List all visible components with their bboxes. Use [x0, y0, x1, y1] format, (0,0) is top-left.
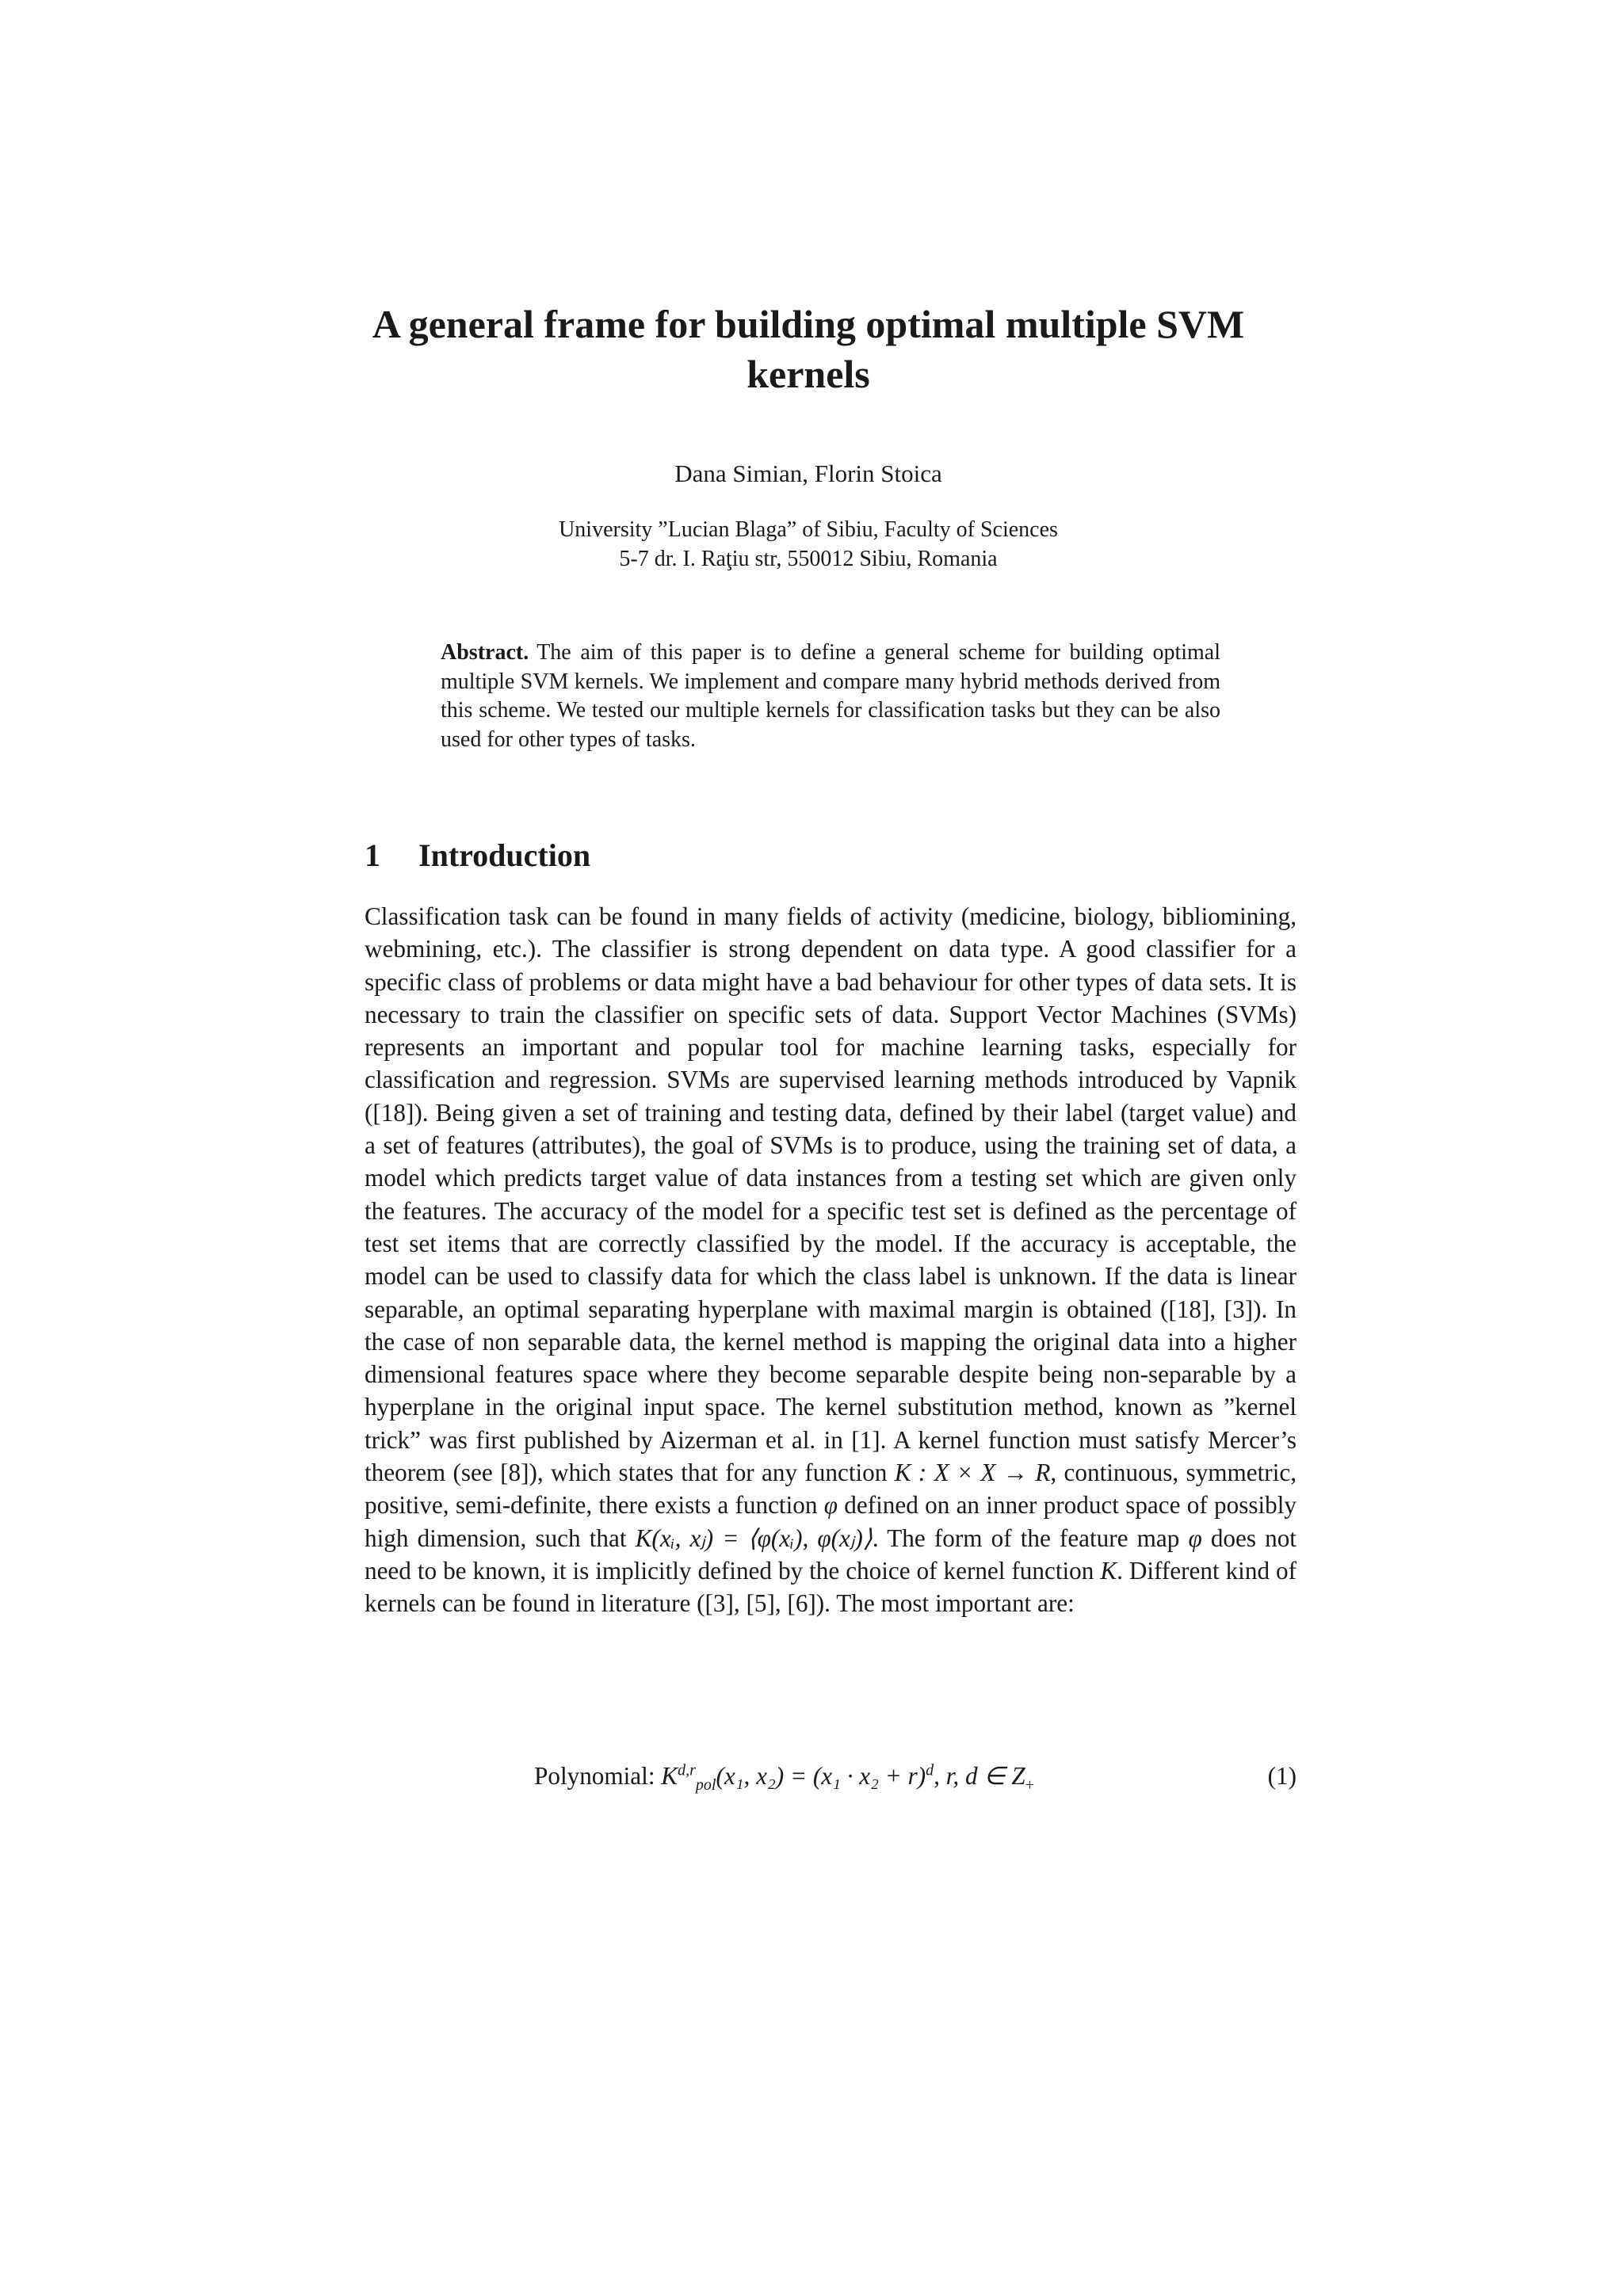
paper-title: A general frame for building optimal multiple SVM kernels	[372, 302, 1245, 396]
math-phi-2: φ	[1188, 1524, 1202, 1552]
equation-condition-sub: +	[1025, 1776, 1034, 1794]
equation-condition: , r, d ∈ Z	[934, 1762, 1025, 1790]
section-heading-introduction	[365, 837, 590, 875]
section-title: Introduction	[418, 837, 591, 873]
math-kernel-definition: K(xᵢ, xⱼ) = ⟨φ(xᵢ), φ(xⱼ)⟩	[635, 1524, 873, 1552]
math-phi: φ	[823, 1491, 838, 1520]
intro-text-1: Classification task can be found in many fields of activity (medicine, biology, bibliomining, webmining, etc.). The classifier is strong dependent on data type. A good classifier for a specific class of problems or data might have a bad behaviour for other types of data sets. It is necessary to train the classifier on specific sets of data. Support Vector Machines (SVMs) represents an important and popular tool for machine learning tasks, especially for classification and regression. SVMs are supervised learning methods introduced by Vapnik ([18]). Being given a set of training and testing data, defined by their label (target value) and a set of features (attributes), the goal of SVMs is to produce, using the training set of data, a model which predicts target value of data instances from a testing set which are given only the features. The accuracy of the model for a specific test set is defined as the percentage of test set items that are correctly classified by the model. If the accuracy is acceptable, the model can be used to classify data for which the class label is unknown. If the data is linear separable, an optimal separating hyperplane with maximal margin is obtained ([18], [3]). In the case of non separable data, the kernel method is mapping the original data into a higher dimensional features space where they become separable despite being non-separable by a hyperplane in the original input space. The kernel substitution method, known as ”kernel trick” was first published by Aizerman et al. in [1]. A kernel function must satisfy Mercer’s theorem (see [8]), which states that for any function	[365, 902, 1296, 1487]
intro-text-4: . The form of the feature map	[872, 1524, 1189, 1552]
intro-text-5: does not need to be known, it is implicitly defined by the choice of kernel function	[365, 1524, 1296, 1585]
equation-number: (1)	[1267, 1762, 1296, 1790]
section-number: 1	[365, 837, 380, 873]
intro-text-6: . Different kind of kernels can be found in literature ([3], [5], [6]). The most important are:	[365, 1556, 1296, 1618]
intro-text-2: , continuous, symmetric, positive, semi-definite, there exists a function	[365, 1459, 1297, 1520]
affiliation-line-1: University ”Lucian Blaga” of Sibiu, Faculty of Sciences	[559, 517, 1058, 542]
equation-rhs-sup: d	[926, 1761, 934, 1779]
equation-rhs: (x₁, x₂) = (x₁ · x₂ + r)	[716, 1762, 926, 1790]
introduction-paragraph	[365, 900, 1296, 1620]
math-K: K	[1100, 1556, 1117, 1585]
math-kxx: K : X × X → R	[894, 1459, 1051, 1487]
equation-lhs-base: K	[661, 1762, 678, 1790]
equation-lhs-sup: d,r	[678, 1761, 696, 1779]
equation-label: Polynomial:	[534, 1762, 655, 1790]
author-list: Dana Simian, Florin Stoica	[674, 460, 942, 487]
equation-1	[365, 1757, 1296, 1795]
abstract-text: The aim of this paper is to define a general scheme for building optimal multiple SVM kernels. We implement and compare many hybrid methods derived from this scheme. We tested our multiple kernels for classification tasks but they can be also used for other types of tasks.	[441, 640, 1220, 752]
equation-body	[534, 1757, 1034, 1795]
abstract-label: Abstract.	[441, 640, 529, 665]
equation-lhs-sub: pol	[695, 1776, 716, 1794]
affiliation-line-2: 5-7 dr. I. Raţiu str, 550012 Sibiu, Romania	[619, 547, 998, 571]
abstract	[441, 639, 1220, 754]
intro-text-3: defined on an inner product space of possibly high dimension, such that	[365, 1491, 1296, 1552]
equation-lhs	[661, 1761, 716, 1794]
affiliation	[333, 515, 1284, 574]
